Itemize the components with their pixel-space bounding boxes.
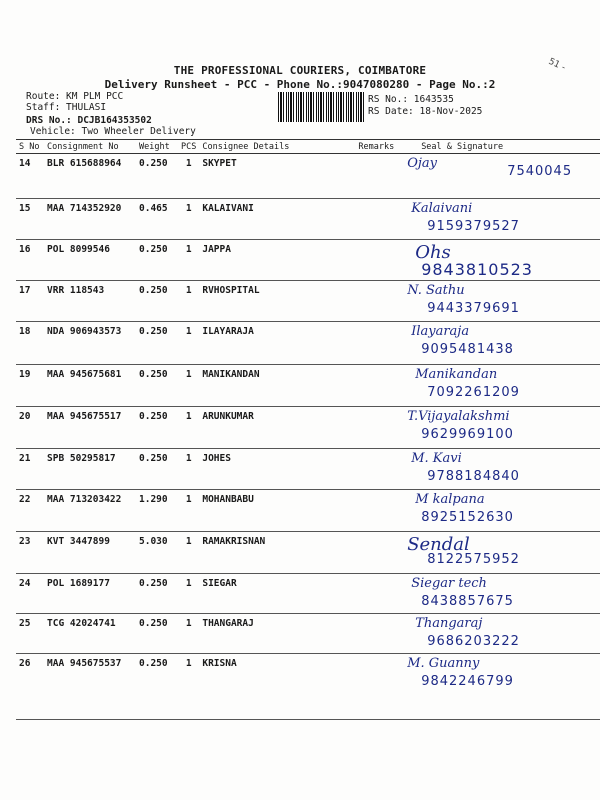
row-consignee: SIEGAR: [199, 574, 355, 614]
col-pcs: PCS: [178, 140, 199, 154]
vehicle-label: Vehicle: Two Wheeler Delivery: [30, 126, 196, 137]
handwritten-signature: Kalaivani: [411, 201, 473, 216]
table-row: [16, 322, 600, 365]
table-row: [16, 654, 600, 720]
row-pcs: 1: [178, 490, 199, 532]
handwritten-signature: M. Kavi: [411, 451, 462, 466]
row-remarks: [355, 240, 397, 281]
table-row: [16, 532, 600, 574]
handwritten-phone: 8122575952: [427, 552, 520, 567]
table-row: [16, 407, 600, 449]
col-consignee: Consignee Details: [199, 140, 355, 154]
row-sno: 23: [16, 532, 44, 574]
row-remarks: [355, 614, 397, 654]
row-sno: 18: [16, 322, 44, 365]
row-consignment-no: POL 1689177: [44, 574, 136, 614]
handwritten-signature: N. Sathu: [407, 283, 465, 298]
row-consignment-no: MAA 945675517: [44, 407, 136, 449]
row-signature-cell: [397, 281, 600, 322]
handwritten-phone: 9629969100: [421, 427, 514, 442]
row-pcs: 1: [178, 199, 199, 240]
handwritten-phone: 7092261209: [427, 385, 520, 400]
row-weight: 0.250: [136, 365, 178, 407]
row-weight: 0.250: [136, 407, 178, 449]
row-signature-cell: [397, 614, 600, 654]
row-remarks: [355, 407, 397, 449]
table-row: [16, 614, 600, 654]
row-consignment-no: MAA 714352920: [44, 199, 136, 240]
row-pcs: 1: [178, 365, 199, 407]
row-weight: 0.250: [136, 322, 178, 365]
row-weight: 0.250: [136, 281, 178, 322]
row-consignee: RVHOSPITAL: [199, 281, 355, 322]
row-remarks: [355, 154, 397, 199]
row-pcs: 1: [178, 654, 199, 720]
row-signature-cell: [397, 154, 600, 199]
row-consignee: ARUNKUMAR: [199, 407, 355, 449]
handwritten-signature: M. Guanny: [407, 656, 480, 671]
col-sno: S No: [16, 140, 44, 154]
row-remarks: [355, 574, 397, 614]
consignment-table: [16, 139, 600, 720]
row-pcs: 1: [178, 449, 199, 490]
row-remarks: [355, 199, 397, 240]
row-consignment-no: NDA 906943573: [44, 322, 136, 365]
table-row: [16, 199, 600, 240]
row-sno: 26: [16, 654, 44, 720]
company-title: THE PROFESSIONAL COURIERS, COIMBATORE: [173, 64, 427, 77]
staff-label: Staff: THULASI: [26, 102, 107, 113]
row-sno: 16: [16, 240, 44, 281]
col-consignment: Consignment No: [44, 140, 136, 154]
col-remarks: Remarks: [355, 140, 397, 154]
rs-date: RS Date: 18-Nov-2025: [368, 106, 483, 117]
row-pcs: 1: [178, 322, 199, 365]
table-row: [16, 240, 600, 281]
row-consignee: SKYPET: [199, 154, 355, 199]
corner-handwritten-note: 51 -: [546, 56, 567, 74]
handwritten-phone: 9159379527: [427, 219, 520, 234]
handwritten-signature: Ohs: [415, 242, 451, 263]
handwritten-signature: T.Vijayalakshmi: [407, 409, 510, 424]
row-signature-cell: [397, 449, 600, 490]
row-sno: 22: [16, 490, 44, 532]
table-row: [16, 490, 600, 532]
row-consignment-no: MAA 945675681: [44, 365, 136, 407]
row-remarks: [355, 449, 397, 490]
row-signature-cell: [397, 574, 600, 614]
row-pcs: 1: [178, 407, 199, 449]
handwritten-signature: Manikandan: [415, 367, 498, 382]
row-weight: 0.250: [136, 654, 178, 720]
row-consignment-no: MAA 713203422: [44, 490, 136, 532]
row-signature-cell: [397, 532, 600, 574]
row-sno: 21: [16, 449, 44, 490]
row-remarks: [355, 490, 397, 532]
row-consignee: KRISNA: [199, 654, 355, 720]
handwritten-signature: Siegar tech: [411, 576, 487, 591]
row-weight: 0.250: [136, 240, 178, 281]
handwritten-phone: 9686203222: [427, 634, 520, 649]
row-pcs: 1: [178, 532, 199, 574]
row-consignment-no: BLR 615688964: [44, 154, 136, 199]
row-weight: 0.250: [136, 449, 178, 490]
table-row: [16, 449, 600, 490]
col-weight: Weight: [136, 140, 178, 154]
row-remarks: [355, 281, 397, 322]
rs-number: RS No.: 1643535: [368, 94, 454, 105]
row-signature-cell: [397, 365, 600, 407]
row-signature-cell: [397, 199, 600, 240]
table-header-row: [16, 140, 600, 154]
row-pcs: 1: [178, 281, 199, 322]
row-remarks: [355, 365, 397, 407]
row-consignment-no: MAA 945675537: [44, 654, 136, 720]
handwritten-signature: Sendal: [407, 534, 470, 555]
row-weight: 5.030: [136, 532, 178, 574]
row-signature-cell: [397, 240, 600, 281]
row-consignee: JOHES: [199, 449, 355, 490]
handwritten-phone: 9843810523: [421, 260, 533, 279]
handwritten-signature: Ilayaraja: [411, 324, 470, 339]
row-sno: 14: [16, 154, 44, 199]
handwritten-phone: 8925152630: [421, 510, 514, 525]
row-consignee: MANIKANDAN: [199, 365, 355, 407]
row-consignee: JAPPA: [199, 240, 355, 281]
row-sno: 17: [16, 281, 44, 322]
row-consignment-no: POL 8099546: [44, 240, 136, 281]
drs-label: DRS No.: DCJB164353502: [26, 115, 152, 126]
row-consignee: RAMAKRISNAN: [199, 532, 355, 574]
handwritten-phone: 9788184840: [427, 469, 520, 484]
row-signature-cell: [397, 654, 600, 720]
handwritten-phone: 9842246799: [421, 674, 514, 689]
row-sno: 15: [16, 199, 44, 240]
table-row: [16, 281, 600, 322]
row-sno: 24: [16, 574, 44, 614]
row-consignee: KALAIVANI: [199, 199, 355, 240]
row-weight: 0.250: [136, 574, 178, 614]
row-weight: 1.290: [136, 490, 178, 532]
runsheet-subtitle: Delivery Runsheet - PCC - Phone No.:9047080280 - Page No.:2: [104, 78, 496, 91]
row-consignment-no: TCG 42024741: [44, 614, 136, 654]
row-consignment-no: VRR 118543: [44, 281, 136, 322]
row-weight: 0.250: [136, 614, 178, 654]
table-row: [16, 574, 600, 614]
row-sno: 25: [16, 614, 44, 654]
row-weight: 0.250: [136, 154, 178, 199]
row-sno: 19: [16, 365, 44, 407]
row-remarks: [355, 322, 397, 365]
row-pcs: 1: [178, 154, 199, 199]
handwritten-signature: M kalpana: [415, 492, 485, 507]
barcode: [278, 92, 364, 122]
handwritten-phone: 9095481438: [421, 342, 514, 357]
row-pcs: 1: [178, 614, 199, 654]
row-consignee: ILAYARAJA: [199, 322, 355, 365]
row-signature-cell: [397, 490, 600, 532]
row-weight: 0.465: [136, 199, 178, 240]
table-row: [16, 154, 600, 199]
row-consignment-no: SPB 50295817: [44, 449, 136, 490]
handwritten-phone: 9443379691: [427, 301, 520, 316]
row-remarks: [355, 654, 397, 720]
row-sno: 20: [16, 407, 44, 449]
row-consignee: THANGARAJ: [199, 614, 355, 654]
route-label: Route: KM PLM PCC: [26, 91, 124, 102]
handwritten-phone: 8438857675: [421, 594, 514, 609]
col-signature: Seal & Signature: [397, 140, 600, 154]
row-pcs: 1: [178, 574, 199, 614]
table-row: [16, 365, 600, 407]
handwritten-phone: 7540045: [507, 164, 573, 179]
row-signature-cell: [397, 407, 600, 449]
handwritten-signature: Thangaraj: [415, 616, 483, 631]
row-pcs: 1: [178, 240, 199, 281]
row-consignee: MOHANBABU: [199, 490, 355, 532]
row-remarks: [355, 532, 397, 574]
row-signature-cell: [397, 322, 600, 365]
row-consignment-no: KVT 3447899: [44, 532, 136, 574]
handwritten-signature: Ojay: [407, 156, 437, 171]
